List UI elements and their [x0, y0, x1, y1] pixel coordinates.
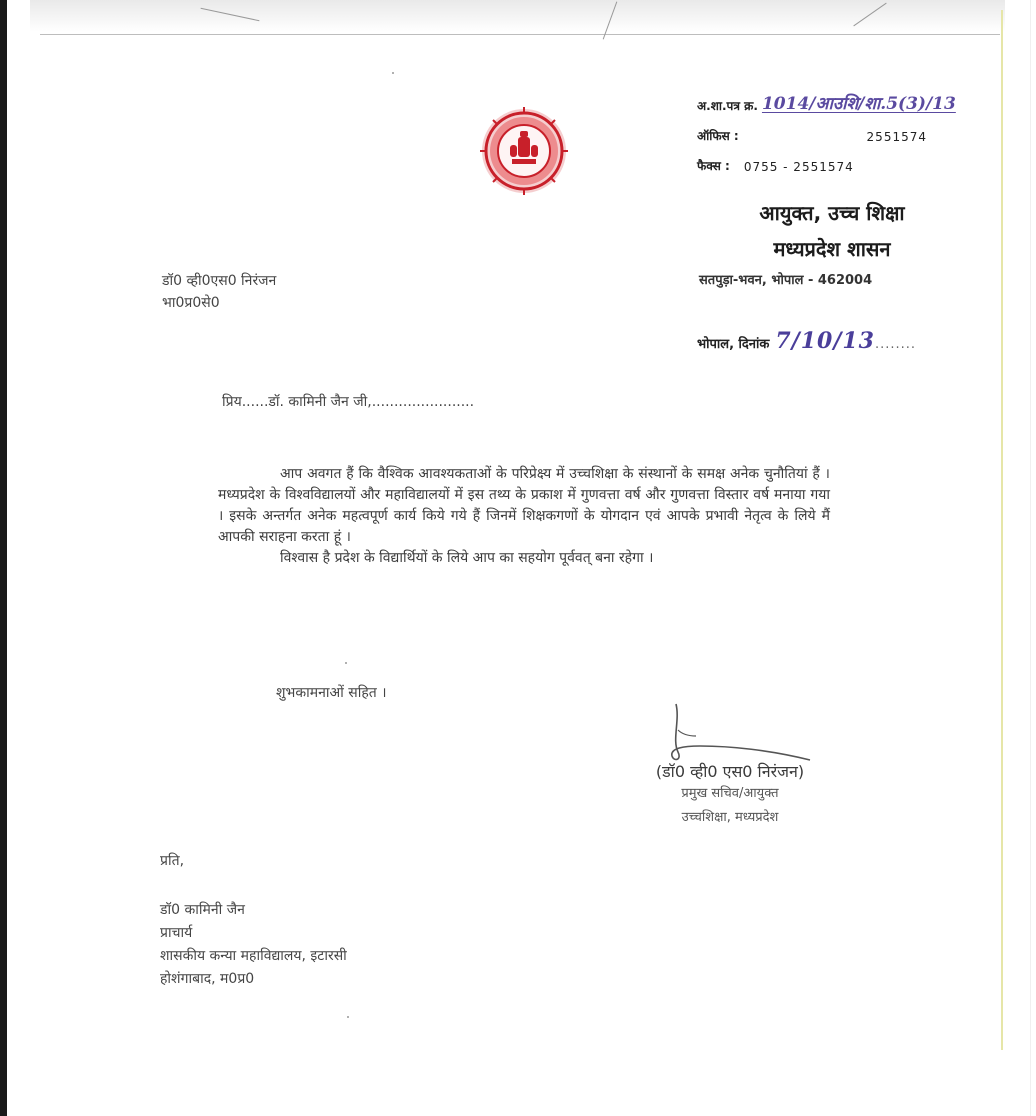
fax-value: 0755 - 2551574	[743, 160, 854, 174]
recipient-name: डॉ0 कामिनी जैन	[160, 902, 245, 918]
sender-name: डॉ0 व्ही0एस0 निरंजन	[162, 273, 277, 289]
date-row	[697, 328, 916, 354]
letter-body	[218, 464, 830, 569]
body-paragraph-2: विश्वास है प्रदेश के विद्यार्थियों के लिये आप का सहयोग पूर्ववत् बना रहेगा ।	[280, 550, 654, 566]
office-heading	[697, 195, 967, 267]
recipient-designation: प्राचार्य	[160, 925, 193, 941]
scan-top-shadow	[30, 0, 1005, 32]
sender-block	[162, 270, 276, 314]
office-title-line1: आयुक्त, उच्च शिक्षा	[759, 201, 905, 225]
sender-service: भा0प्र0से0	[162, 295, 220, 311]
office-address: सतपुड़ा-भवन, भोपाल - 462004	[699, 273, 873, 288]
scan-speck	[347, 1016, 349, 1018]
recipient-block	[160, 850, 347, 991]
ref-number-row	[697, 84, 1007, 114]
page-edge	[0, 0, 7, 1116]
salutation: प्रिय......डॉ. कामिनी जैन जी,.......................	[222, 394, 475, 410]
signatory-designation: प्रमुख सचिव/आयुक्त	[681, 786, 779, 801]
ref-value: 1014/आउशि/शा.5(3)/13	[761, 94, 956, 114]
recipient-institution: शासकीय कन्या महाविद्यालय, इटारसी	[160, 948, 347, 964]
ref-label: अ.शा.पत्र क्र.	[697, 99, 758, 113]
recipient-district: होशंगाबाद, म0प्र0	[160, 971, 255, 987]
scan-edge-line	[1030, 0, 1031, 1116]
top-divider	[40, 34, 1000, 35]
fax-row	[697, 144, 1007, 174]
signatory-name: (डॉ0 व्ही0 एस0 निरंजन)	[655, 762, 805, 781]
signatory-block	[620, 760, 840, 830]
body-paragraph-1: आप अवगत हैं कि वैश्विक आवश्यकताओं के परिप्रेक्ष्य में उच्चशिक्षा के संस्थानों के समक्ष अनेक चुनौतियां हैं । मध्यप्रदेश के विश्वविद्यालयों और महाविद्यालयों में इस तथ्य के प्रकाश में गुणवत्ता वर्ष और गुणवत्ता विस्तार वर्ष मनाया गया । इसके अन्तर्गत अनेक महत्वपूर्ण कार्य किये गये हैं जिनमें शिक्षकगणों के योगदान एवं आपके प्रभावी नेतृत्व के लिये मैं आपकी सराहना करता हूं ।	[218, 466, 830, 545]
state-emblem	[466, 106, 582, 196]
scan-speck	[392, 72, 394, 74]
recipient-prati: प्रति,	[160, 853, 185, 869]
signatory-department: उच्चशिक्षा, मध्यप्रदेश	[681, 810, 779, 825]
office-phone-row	[697, 114, 1007, 144]
office-label: ऑफिस :	[697, 129, 739, 143]
date-label: भोपाल, दिनांक	[697, 337, 770, 352]
scan-speck	[345, 662, 347, 664]
fax-label: फैक्स :	[697, 159, 730, 173]
office-value: 2551574	[866, 130, 927, 144]
closing-line: शुभकामनाओं सहित ।	[276, 685, 387, 701]
office-title-line2: मध्यप्रदेश शासन	[773, 237, 891, 261]
reference-block	[697, 84, 1007, 174]
date-dots: ........	[874, 337, 917, 352]
date-value: 7/10/13	[775, 328, 875, 354]
